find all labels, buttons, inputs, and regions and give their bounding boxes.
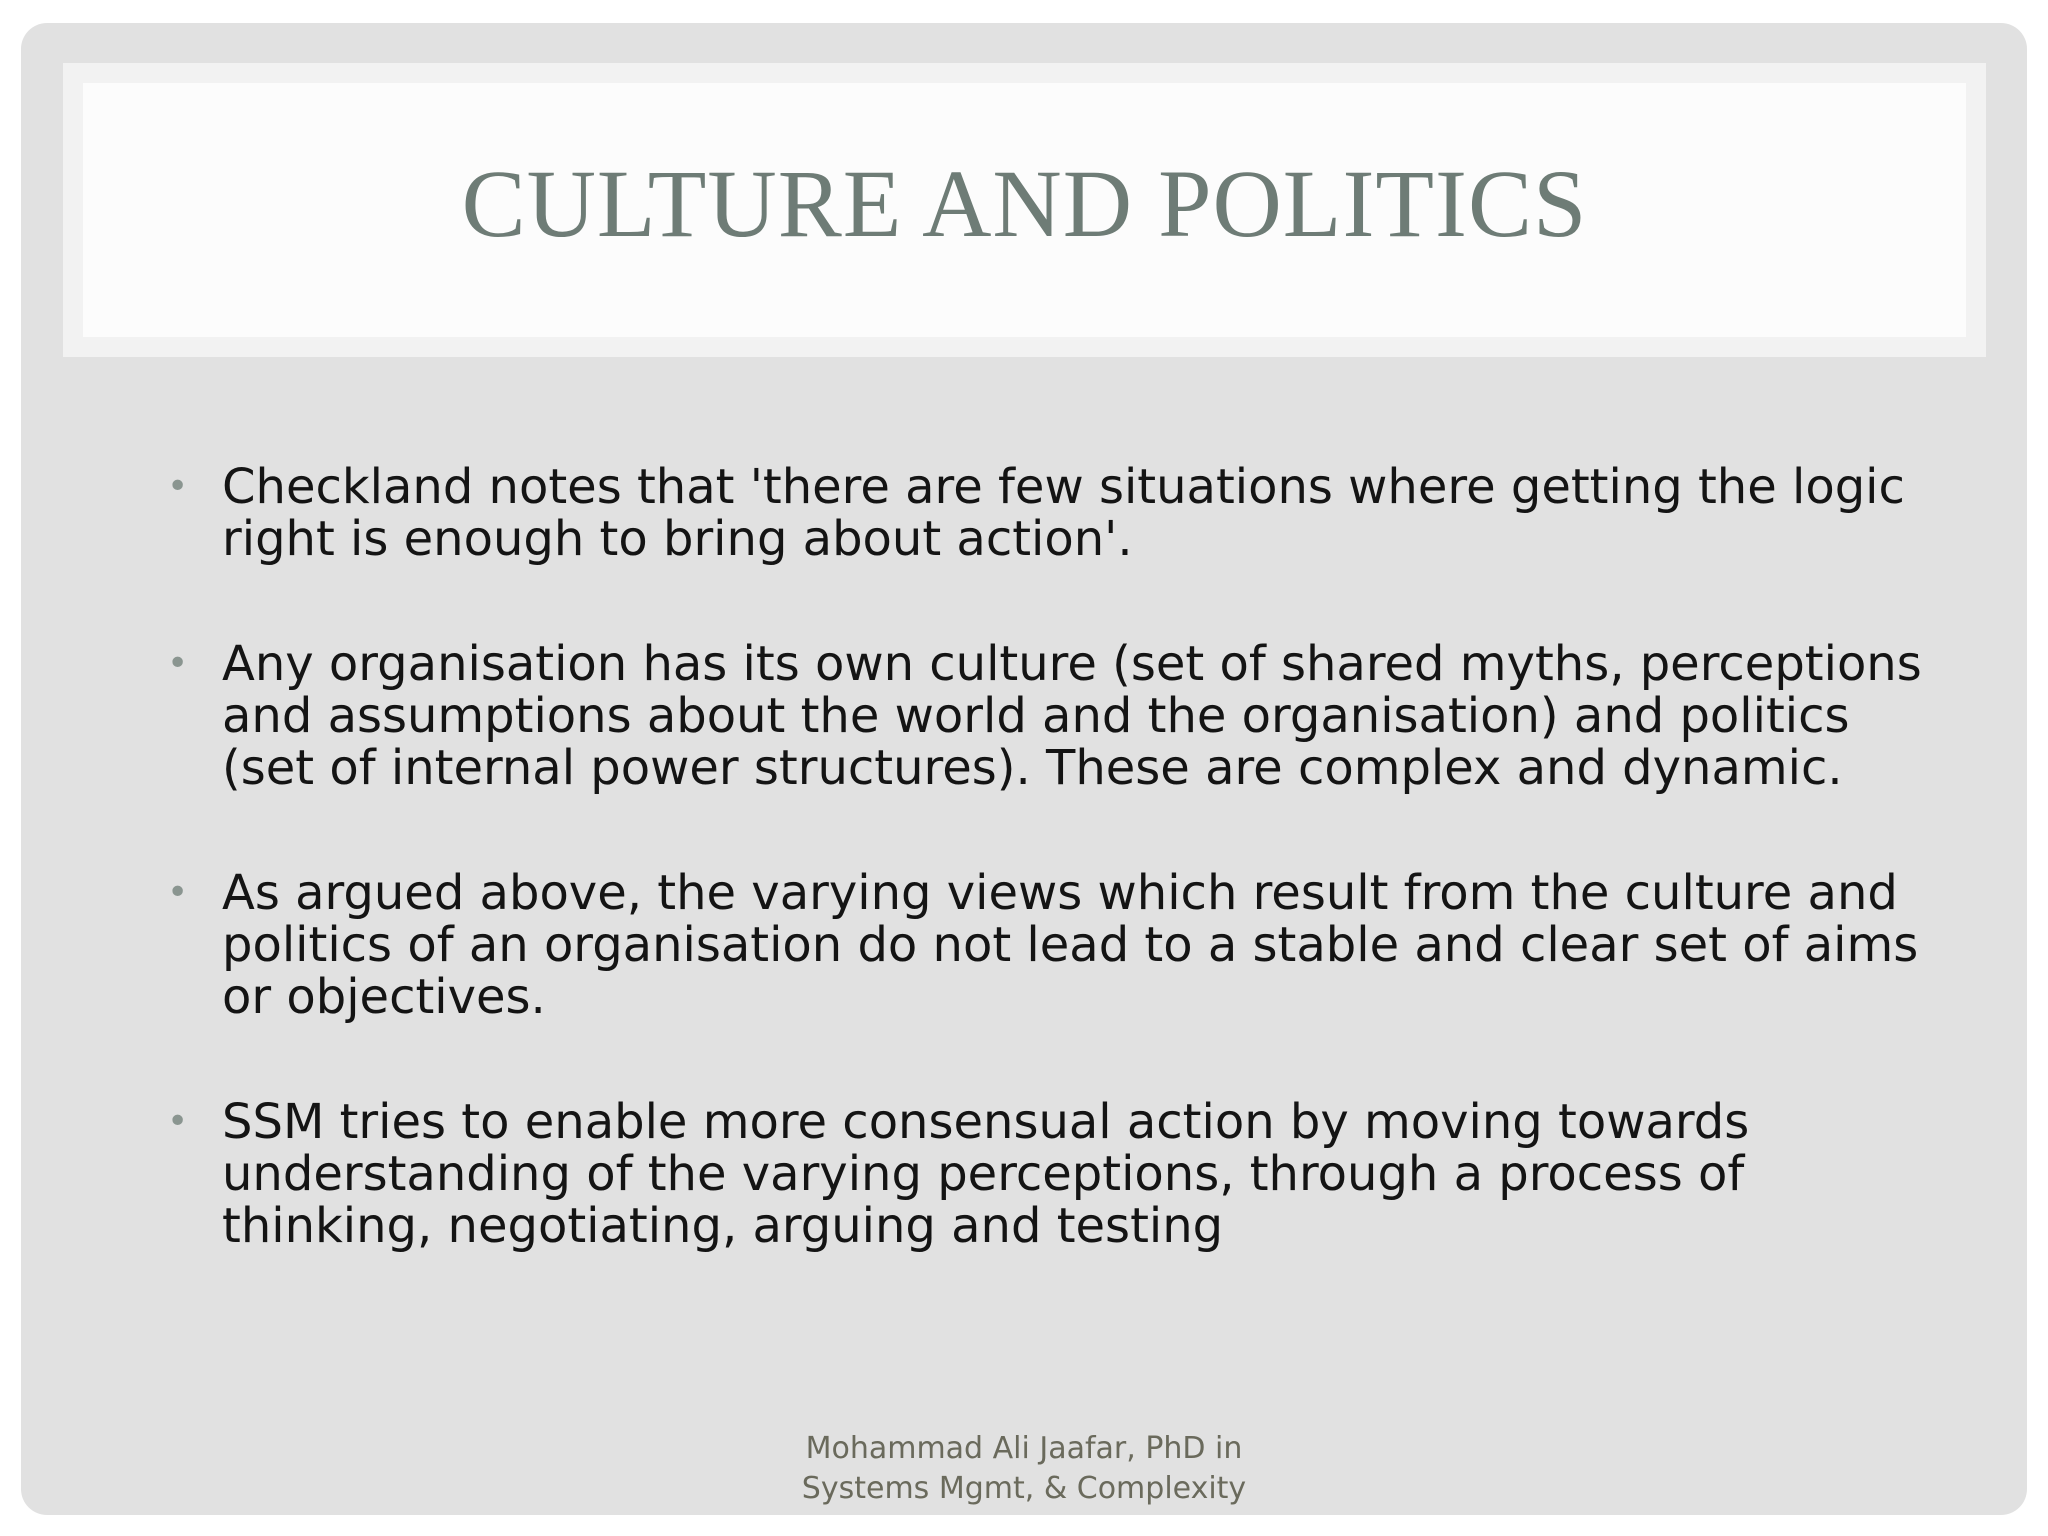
- bullet-marker: •: [167, 466, 189, 507]
- title-band: [63, 63, 1986, 357]
- bullet-text: As argued above, the varying views which result from the culture and politics of an organisation do not lead to a stable and clear set of aims or objectives.: [222, 865, 1919, 1025]
- bullet-text: Checkland notes that 'there are few situations where getting the logic right is enough to bring about action'.: [222, 459, 1905, 567]
- slide-footer: [21, 1429, 2027, 1509]
- footer-credentials: Systems Mgmt, & Complexity: [801, 1471, 1247, 1506]
- bullet-list: [145, 461, 1925, 1325]
- bullet-text: Any organisation has its own culture (set of shared myths, perceptions and assumptions about the world and the organisation) and politics (set of internal power structures). These are complex and dynamic.: [222, 636, 1922, 796]
- footer-author: Mohammad Ali Jaafar, PhD in: [805, 1431, 1243, 1466]
- bullet-item: [145, 1096, 1925, 1252]
- bullet-item: [145, 461, 1925, 565]
- slide-title: CULTURE AND POLITICS: [461, 150, 1588, 257]
- bullet-text: SSM tries to enable more consensual action by moving towards understanding of the varying perceptions, through a process of thinking, negotiating, arguing and testing: [222, 1094, 1750, 1254]
- title-box: [83, 83, 1966, 337]
- bullet-item: [145, 638, 1925, 794]
- bullet-marker: •: [167, 872, 189, 913]
- bullet-marker: •: [167, 1101, 189, 1142]
- slide: [21, 23, 2027, 1515]
- bullet-item: [145, 867, 1925, 1023]
- bullet-marker: •: [167, 643, 189, 684]
